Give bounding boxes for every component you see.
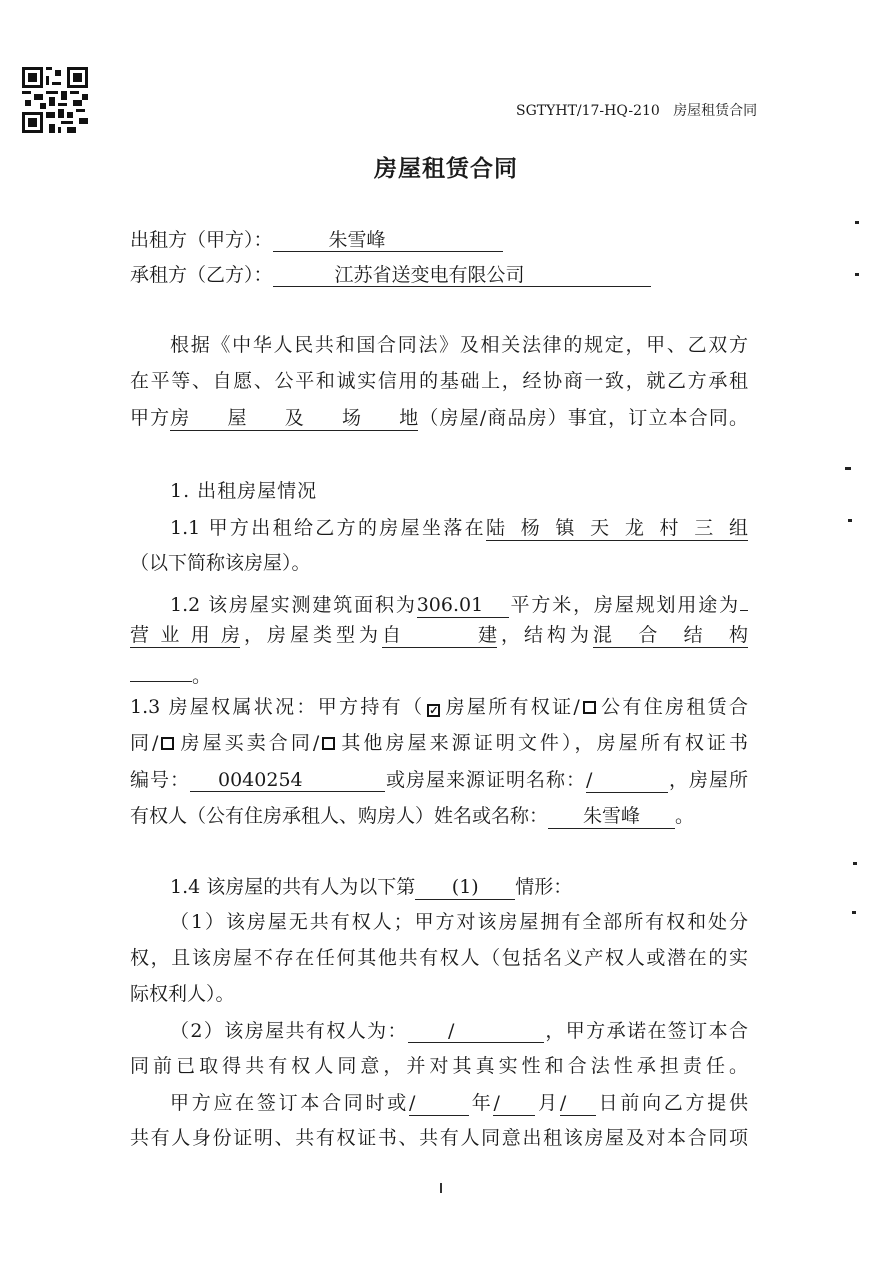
option-label: 其他房屋来源证明文件），房屋所有权证书 — [338, 732, 748, 754]
co-owner-value: / — [408, 1020, 544, 1043]
co-owner-case-value: (1) — [415, 876, 515, 900]
clause-1-2-end — [130, 658, 748, 687]
intro-text: 甲方 — [130, 407, 171, 429]
clause-text: 。 — [675, 805, 695, 827]
scan-speck — [848, 519, 852, 522]
intro-line-3 — [130, 405, 748, 431]
clause-1-3-line-4 — [130, 803, 748, 829]
clause-1-4-case-2 — [130, 1018, 748, 1044]
certificate-number-value: 0040254 — [190, 769, 385, 792]
checkbox-public-housing-lease[interactable] — [583, 701, 596, 714]
clause-text: 平方米，房屋规划用途为 — [508, 594, 740, 616]
intro-line-2: 在平等、自愿、公平和诚实信用的基础上，经协商一致，就乙方承租 — [130, 370, 748, 392]
clause-1-4-case-2-cont: 同前已取得共有权人同意，并对其真实性和合法性承担责任。 — [130, 1055, 748, 1077]
day-value: / — [560, 1092, 596, 1116]
clause-text: 1.2 该房屋实测建筑面积为 — [170, 594, 417, 616]
clause-text: 月 — [535, 1092, 560, 1114]
scan-speck — [845, 467, 851, 470]
document-code: SGTYHT/17-HQ-210 — [516, 103, 660, 119]
clause-1-5-cont: 共有人身份证明、共有权证书、共有人同意出租该房屋及对本合同项 — [130, 1127, 748, 1149]
clause-1-1-cont: （以下简称该房屋）。 — [130, 552, 311, 574]
lessee-line — [130, 262, 748, 288]
clause-1-1 — [130, 515, 748, 541]
document-type: 房屋租赁合同 — [673, 103, 758, 119]
clause-text: ，甲方承诺在签订本合 — [543, 1020, 748, 1042]
clause-text: ，房屋类型为 — [240, 624, 382, 646]
clause-1-3-line-2 — [130, 730, 748, 756]
intro-line-1: 根据《中华人民共和国合同法》及相关法律的规定，甲、乙双方 — [170, 334, 748, 356]
option-label: 房屋所有权证/ — [443, 696, 580, 718]
clause-1-3 — [130, 694, 748, 720]
clause-1-3-line-3 — [130, 767, 748, 793]
clause-text: 或房屋来源证明名称： — [385, 769, 586, 791]
clause-1-2 — [130, 587, 748, 616]
clause-1-4-case-1-cont: 权，且该房屋不存在任何其他共有权人（包括名义产权人或潜在的实 — [130, 947, 748, 969]
clause-text: 有权人（公有住房承租人、购房人）姓名或名称： — [130, 805, 549, 827]
clause-text: 1.4 该房屋的共有人为以下第 — [170, 876, 416, 898]
clause-text: 情形： — [515, 876, 573, 898]
document-header — [516, 100, 757, 120]
type-value: 自建 — [381, 624, 497, 646]
clause-text: 编号： — [130, 769, 190, 791]
lessee-label: 承租方（乙方）： — [130, 264, 273, 286]
area-value: 306.01 — [417, 594, 509, 618]
clause-1-4-case-1-end: 际权利人）。 — [130, 983, 235, 1005]
clause-text: 年 — [468, 1092, 494, 1114]
checkbox-sale-contract[interactable] — [161, 737, 174, 750]
checkbox-ownership-cert[interactable]: ✓ — [429, 704, 439, 717]
use-value: 营业用房 — [130, 624, 240, 646]
clause-text: （2）该房屋共有权人为： — [170, 1020, 408, 1042]
page-mark — [440, 1183, 442, 1193]
owner-value: 朱雪峰 — [548, 805, 675, 829]
lessee-value: 江苏省送变电有限公司 — [273, 264, 651, 287]
scan-speck — [855, 221, 859, 224]
clause-1-5 — [130, 1090, 748, 1116]
clause-text: 。 — [192, 665, 212, 687]
year-value: / — [409, 1092, 469, 1116]
month-value: / — [493, 1092, 535, 1116]
qr-code — [22, 67, 88, 133]
clause-text: 同/ — [130, 732, 159, 754]
scan-speck — [852, 911, 856, 914]
location-value: 陆杨镇天龙村三组 — [486, 517, 748, 539]
page-title: 房屋租赁合同 — [374, 155, 518, 182]
clause-text: 1.3 房屋权属状况：甲方持有（ — [130, 696, 425, 718]
source-name-value: / — [586, 769, 668, 793]
scan-speck — [853, 862, 857, 865]
section-heading: 1. 出租房屋情况 — [170, 480, 318, 502]
option-label: 房屋买卖合同/ — [177, 732, 320, 754]
structure-value: 混合结构 — [592, 624, 748, 646]
clause-1-4 — [130, 874, 748, 900]
clause-text: 1.1 甲方出租给乙方的房屋坐落在 — [170, 517, 486, 539]
clause-1-2-cont — [130, 622, 748, 648]
clause-text: ，结构为 — [496, 624, 593, 646]
scan-speck — [855, 273, 859, 276]
clause-text: 日前向乙方提供 — [595, 1092, 748, 1114]
lessor-line — [130, 227, 748, 253]
clause-text: 甲方应在签订本合同时或 — [170, 1092, 409, 1114]
clause-text: ，房屋所 — [667, 769, 748, 791]
leased-object-value: 房屋及场地 — [170, 407, 419, 429]
intro-text: （房屋/商品房）事宜，订立本合同。 — [418, 407, 748, 429]
lessor-label: 出租方（甲方）： — [130, 229, 273, 251]
lessor-value: 朱雪峰 — [273, 229, 503, 252]
option-label: 公有住房租赁合 — [598, 696, 748, 718]
checkbox-other-source-docs[interactable] — [322, 737, 335, 750]
clause-1-4-case-1: （1）该房屋无共有权人；甲方对该房屋拥有全部所有权和处分 — [170, 911, 748, 933]
